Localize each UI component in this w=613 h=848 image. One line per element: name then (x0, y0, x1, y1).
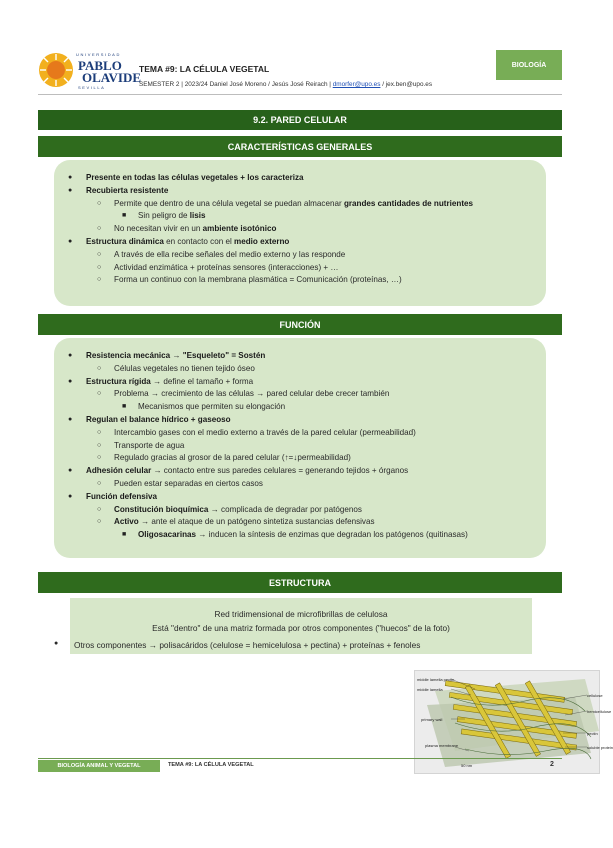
text: ) + (337, 640, 350, 650)
square-bullet-icon: ■ (122, 403, 127, 411)
bold-text: Activo (114, 517, 139, 527)
text: Actividad enzimática + proteínas sensores (interacciones) + … (114, 262, 339, 272)
bold-text: proteínas + fenoles (349, 640, 421, 650)
list-item (54, 376, 546, 389)
text: → inducen la síntesis de enzimas que degradan los patógenos (quitinasas) (196, 530, 468, 540)
footer-topic: TEMA #9: LA CÉLULA VEGETAL (168, 762, 254, 768)
text: de (283, 609, 298, 619)
text: → contacto entre sus paredes celulares = generando tejidos + órganos (151, 466, 409, 476)
estructura-heading: ESTRUCTURA (38, 572, 562, 593)
estructura-line-1 (70, 609, 532, 619)
circle-bullet-icon: ○ (97, 390, 102, 398)
text: formada por (253, 623, 303, 633)
text: → define el tamaño + forma (150, 376, 254, 386)
circle-bullet-icon: ○ (97, 250, 102, 258)
bullet-icon: ● (68, 467, 73, 475)
list-item (54, 274, 546, 287)
square-bullet-icon: ■ (122, 212, 127, 220)
bold-text: Función defensiva (86, 491, 158, 501)
list-item (54, 414, 546, 427)
circle-bullet-icon: ○ (97, 454, 102, 462)
circle-bullet-icon: ○ (97, 263, 102, 271)
bold-text: lisis (189, 211, 206, 221)
circle-bullet-icon: ○ (97, 364, 102, 372)
logo-word-1: PABLO (78, 58, 122, 73)
footer-divider (38, 758, 562, 759)
page-header (38, 50, 562, 94)
label-middle-lamella: middle lamella (417, 687, 443, 692)
bold-text: Presente en todas las células vegetales + los caracteriza (86, 173, 304, 182)
bullet-icon: ● (68, 174, 73, 181)
page-number: 2 (550, 761, 554, 768)
caracteristicas-list (54, 172, 546, 287)
estructura-bullet (54, 640, 420, 650)
list-item (54, 388, 546, 401)
logo-text-bottom: SEVILLA (78, 85, 106, 90)
list-item (54, 427, 546, 440)
square-bullet-icon: ■ (122, 531, 127, 539)
bold-text: Regulan el balance hídrico + gaseoso (86, 414, 231, 424)
bold-text: Estructura rígida (86, 376, 151, 386)
bold-text: medio externo (234, 236, 290, 246)
bullet-icon: ● (68, 237, 73, 245)
text: ("huecos" de la foto) (372, 623, 450, 633)
circle-bullet-icon: ○ (97, 479, 102, 487)
list-item (54, 491, 546, 504)
logo-word-2: OLAVIDE (82, 70, 142, 85)
list-item (54, 478, 546, 491)
text: en contacto con el (163, 236, 235, 246)
list-item (54, 210, 546, 223)
text: Mecanismos que permiten su elongación (138, 402, 286, 412)
estructura-line-2 (70, 623, 532, 633)
caracteristicas-heading: CARACTERÍSTICAS GENERALES (38, 136, 562, 157)
footer-course: BIOLOGÍA ANIMAL Y VEGETAL (38, 760, 160, 772)
bold-text: Resistencia mecánica (86, 351, 171, 360)
sun-logo-icon (38, 52, 74, 88)
list-item (54, 350, 546, 363)
bold-text: Red tridimensional (214, 609, 284, 619)
text: Pueden estar separadas en ciertos casos (114, 478, 263, 488)
bold-text: "Esqueleto" = Sostén (182, 351, 266, 360)
bold-text: Oligosacarinas (138, 530, 197, 540)
circle-bullet-icon: ○ (97, 276, 102, 284)
bullet-icon: ● (68, 415, 73, 423)
list-item (54, 452, 546, 465)
list-item (54, 172, 546, 185)
funcion-list (54, 350, 546, 542)
label-plasma-membrane: plasma membrane (425, 743, 459, 748)
header-divider (38, 94, 562, 95)
label-scale: 50 nm (461, 763, 473, 768)
circle-bullet-icon: ○ (97, 441, 102, 449)
bold-text: microfibrillas de celulosa (297, 609, 388, 619)
label-cellulose: cellulose (587, 693, 603, 698)
estructura-bullet-text (54, 640, 420, 650)
list-item (54, 401, 546, 414)
list-item (54, 363, 546, 376)
bullet-icon: ● (54, 640, 59, 647)
circle-bullet-icon: ○ (97, 518, 102, 526)
text: → complicada de degradar por patógenos (208, 504, 362, 514)
subject-tab: BIOLOGÍA (496, 50, 562, 80)
university-logo (38, 50, 142, 94)
list-item (54, 198, 546, 211)
funcion-heading: FUNCIÓN (38, 314, 562, 335)
text: Células vegetales no tienen tejido óseo (114, 363, 255, 373)
bullet-icon: ● (68, 352, 73, 359)
document-meta (139, 81, 432, 88)
bold-text: Constitución bioquímica (114, 504, 209, 514)
bold-text: Otros componentes (74, 640, 147, 650)
bold-text: ambiente isotónico (202, 224, 277, 234)
list-item (54, 223, 546, 236)
text: → (170, 351, 183, 360)
bold-text: Estructura dinámica (86, 236, 164, 246)
meta-suffix: / jex.ben@upo.es (382, 81, 433, 88)
caracteristicas-panel (54, 160, 546, 306)
list-item (54, 236, 546, 249)
list-item (54, 529, 546, 542)
label-hemicellulose: hemicellulose (587, 709, 612, 714)
text: → ante el ataque de un patógeno sintetiza sustancias defensivas (138, 517, 375, 527)
bold-text: grandes cantidades de nutrientes (343, 198, 474, 208)
text: → polisacáridos ( (146, 640, 213, 650)
bullet-icon: ● (68, 377, 73, 385)
bold-text: celulose = hemicelulosa + pectina (212, 640, 338, 650)
list-item (54, 504, 546, 517)
text: No necesitan vivir en un (114, 224, 203, 234)
circle-bullet-icon: ○ (97, 199, 102, 207)
label-pectin: pectin (587, 731, 598, 736)
text: Sin peligro de (138, 211, 190, 221)
list-item (54, 516, 546, 529)
circle-bullet-icon: ○ (97, 505, 102, 513)
text: Intercambio gases con el medio externo a través de la pared celular (permeabilidad) (114, 427, 416, 437)
label-soluble-protein: soluble protein (587, 745, 613, 750)
bullet-icon: ● (68, 492, 73, 500)
text: Problema → crecimiento de las células → pared celular debe crecer también (114, 389, 390, 399)
list-item (54, 249, 546, 262)
meta-prefix: SEMESTER 2 | 2023/24 Daniel José Moreno / Jesús José Reirach | (139, 81, 331, 88)
label-primary-wall: primary wall (421, 717, 443, 722)
text: Forma un continuo con la membrana plasmática = Comunicación (proteínas, …) (114, 275, 402, 285)
list-item (54, 465, 546, 478)
funcion-panel (54, 338, 546, 558)
logo-text-top: UNIVERSIDAD (76, 52, 121, 57)
email-link[interactable]: dmorfer@upo.es (332, 81, 381, 88)
list-item (54, 262, 546, 275)
bold-text: Adhesión celular (86, 466, 152, 476)
list-item (54, 185, 546, 198)
bold-text: otros componentes (302, 623, 373, 633)
bold-text: matriz (230, 623, 254, 633)
text: Regulado gracias al grosor de la pared celular (↑=↓permeabilidad) (114, 453, 351, 463)
text: A través de ella recibe señales del medio externo y las responde (114, 249, 346, 259)
circle-bullet-icon: ○ (97, 428, 102, 436)
list-item (54, 440, 546, 453)
document-title: TEMA #9: LA CÉLULA VEGETAL (139, 64, 270, 74)
bold-text: Recubierta resistente (86, 185, 169, 195)
text: Transporte de agua (114, 440, 185, 450)
label-middle-lamella-pectin: middle lamella pectin (417, 677, 455, 682)
text: Está "dentro" de una (152, 623, 231, 633)
text: Permite que dentro de una célula vegetal se puedan almacenar (114, 198, 344, 208)
bullet-icon: ● (68, 186, 73, 194)
circle-bullet-icon: ○ (97, 225, 102, 233)
section-title: 9.2. PARED CELULAR (38, 110, 562, 130)
